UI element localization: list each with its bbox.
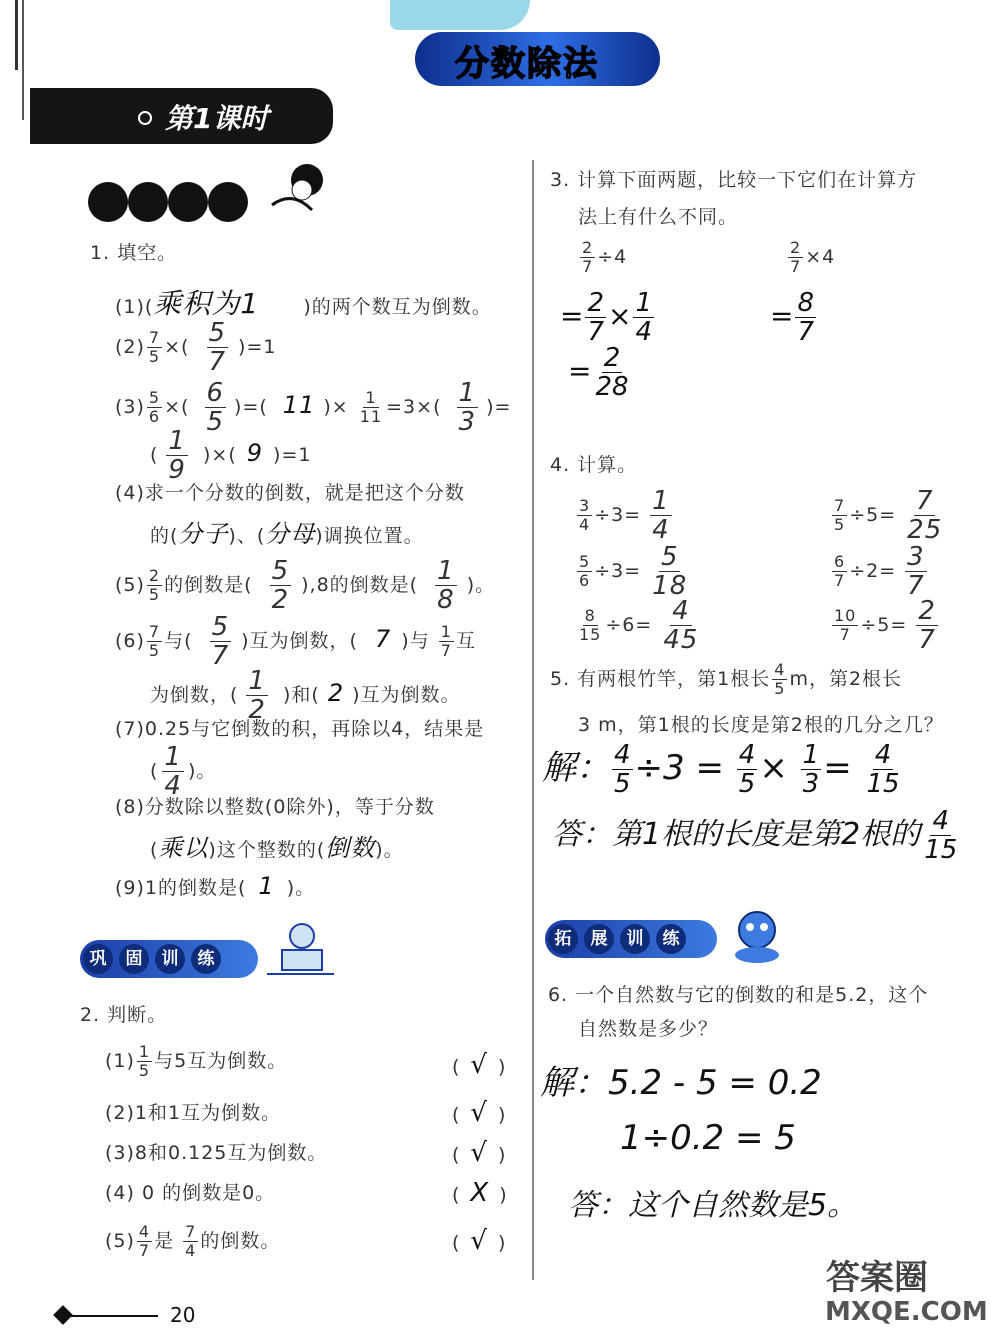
q2-item-1: (1) $\frac{1}{5}$ 与5互为倒数。 (105, 1042, 288, 1080)
q5-line2: 3 m，第1根的长度是第2根的几分之几？ (578, 714, 944, 736)
q5-line1: 5. 有两根竹竿，第1根长 $\frac{4}{5}$ m，第2根长 (550, 660, 903, 698)
student-writing-icon (262, 918, 337, 978)
q1-p1: (1)(乘积为1 )的两个数互为倒数。 (115, 282, 492, 322)
q1-p9: (9)1的倒数是( 1 )。 (115, 872, 316, 900)
q4-item-6: $\frac{10}{7}$ ÷5= $\frac{2}{7}$ (834, 596, 936, 655)
q1-p1-answer: 乘积为1 (153, 287, 260, 320)
section-consolidate-header: 巩 固 训 练 (80, 940, 258, 978)
chapter-title: 分数除法 (455, 44, 599, 84)
q1-p3-line1: (3) $\frac{5}{6}$ ×( $\frac{6}{5}$ )=( 11 )× $\frac{1}{11}$ =3×( $\frac{1}{3}$ )= (115, 378, 512, 437)
q1-p2: (2) $\frac{7}{5}$ ×( $\frac{5}{7}$ )=1 (115, 318, 277, 377)
q1-p4-line2: 的(分子)、(分母)调换位置。 (150, 520, 424, 548)
lesson-title: 第1课时 (165, 102, 269, 135)
section-extend-header: 拓 展 训 练 (545, 920, 717, 958)
q2-title: 2. 判断。 (80, 1004, 168, 1026)
q5-answer: 答：第1根的长度是第2根的 $\frac{4}{15}$ (552, 806, 958, 865)
q1-p4-line1: (4)求一个分数的倒数，就是把这个分数 (115, 482, 465, 504)
q2-item-3: (3)8和0.125互为倒数。 (105, 1142, 328, 1164)
q3-right-problem: $\frac{2}{7}$ ×4 (790, 238, 836, 276)
title-splash-decoration (390, 0, 530, 30)
q1-p6-line1: (6) $\frac{7}{5}$ 与( $\frac{5}{7}$ )互为倒数，( 7 )与 $\frac{1}{7}$ 互 (115, 612, 476, 671)
page-number: 20 (170, 1303, 196, 1327)
q3-right-step1: = $\frac{8}{7}$ (770, 288, 815, 347)
q4-item-1: $\frac{3}{4}$ ÷3= $\frac{1}{4}$ (579, 486, 670, 545)
left-edge-line (15, 0, 18, 70)
cartoon-cat-icon (722, 905, 792, 965)
q1-p7-line1: (7)0.25与它倒数的积，再除以4，结果是 (115, 718, 485, 740)
q4-title: 4. 计算。 (550, 454, 638, 476)
cartoon-girl-icon (262, 160, 332, 220)
q3-left-step1: = $\frac{2}{7}$ × $\frac{1}{4}$ (560, 288, 653, 347)
q1-p6-line2: 为倒数，( $\frac{1}{2}$ )和( 2 )互为倒数。 (150, 666, 461, 725)
q2-mark-2: ( √ ) (452, 1098, 507, 1128)
lesson-bullet-icon (138, 111, 152, 125)
watermark-url: MXQE.COM (825, 1297, 988, 1327)
q1-p8-line2: (乘以)这个整数的(倒数)。 (150, 834, 404, 862)
q2-mark-1: ( √ ) (452, 1050, 507, 1080)
q2-item-5: (5) $\frac{4}{7}$ 是 $\frac{7}{4}$ 的倒数。 (105, 1222, 281, 1260)
q1-p8-line1: (8)分数除以整数(0除外)，等于分数 (115, 796, 435, 818)
q3-left-problem: $\frac{2}{7}$ ÷4 (582, 238, 628, 276)
q1-p7-line2: ( $\frac{1}{4}$ )。 (150, 742, 217, 801)
section-dot-icon (128, 182, 168, 222)
page-line (70, 1315, 158, 1317)
q2-mark-5: ( √ ) (452, 1226, 507, 1256)
left-edge-line-2 (22, 0, 24, 120)
q3-left-step2: = $\frac{2}{28}$ (568, 343, 629, 402)
q5-solution: 解： $\frac{4}{5}$ ÷3 = $\frac{4}{5}$ × $\frac{1}{3}$ = $\frac{4}{15}$ (542, 740, 900, 799)
q3-line2: 法上有什么不同。 (578, 206, 739, 228)
q2-mark-4: ( X ) (452, 1178, 508, 1208)
q1-title: 1. 填空。 (90, 242, 178, 264)
q4-item-4: $\frac{6}{7}$ ÷2= $\frac{3}{7}$ (834, 542, 925, 601)
q1-p3-line2: ( $\frac{1}{9}$ )×( 9 )=1 (150, 426, 312, 485)
q3-line1: 3. 计算下面两题，比较一下它们在计算方 (550, 169, 918, 191)
q2-mark-3: ( √ ) (452, 1138, 507, 1168)
q1-p5: (5) $\frac{2}{5}$ 的倒数是( $\frac{5}{2}$ ),8的倒数是( $\frac{1}{8}$ )。 (115, 556, 496, 615)
q6-answer: 答：这个自然数是5。 (568, 1188, 858, 1223)
q2-item-2: (2)1和1互为倒数。 (105, 1102, 282, 1124)
watermark-logo: 答案圈 (826, 1258, 928, 1298)
q6-step1: 解：5.2 - 5 = 0.2 (540, 1063, 822, 1103)
q6-line1: 6. 一个自然数与它的倒数的和是5.2，这个 (548, 984, 929, 1006)
q2-item-4: (4) 0 的倒数是0。 (105, 1182, 276, 1204)
q4-item-3: $\frac{5}{6}$ ÷3= $\frac{5}{18}$ (579, 542, 688, 601)
q4-item-5: $\frac{8}{15}$ ÷6= $\frac{4}{45}$ (579, 596, 699, 655)
q4-item-2: $\frac{7}{5}$ ÷5= $\frac{7}{25}$ (834, 486, 943, 545)
q1-p2-answer: $\frac{5}{7}$ (208, 318, 227, 377)
q6-line2: 自然数是多少？ (578, 1018, 719, 1040)
section-dot-icon (208, 182, 248, 222)
section-dot-icon (168, 182, 208, 222)
q6-step2: 1÷0.2 = 5 (620, 1118, 796, 1158)
column-divider (532, 160, 534, 1280)
section-dot-icon (88, 182, 128, 222)
